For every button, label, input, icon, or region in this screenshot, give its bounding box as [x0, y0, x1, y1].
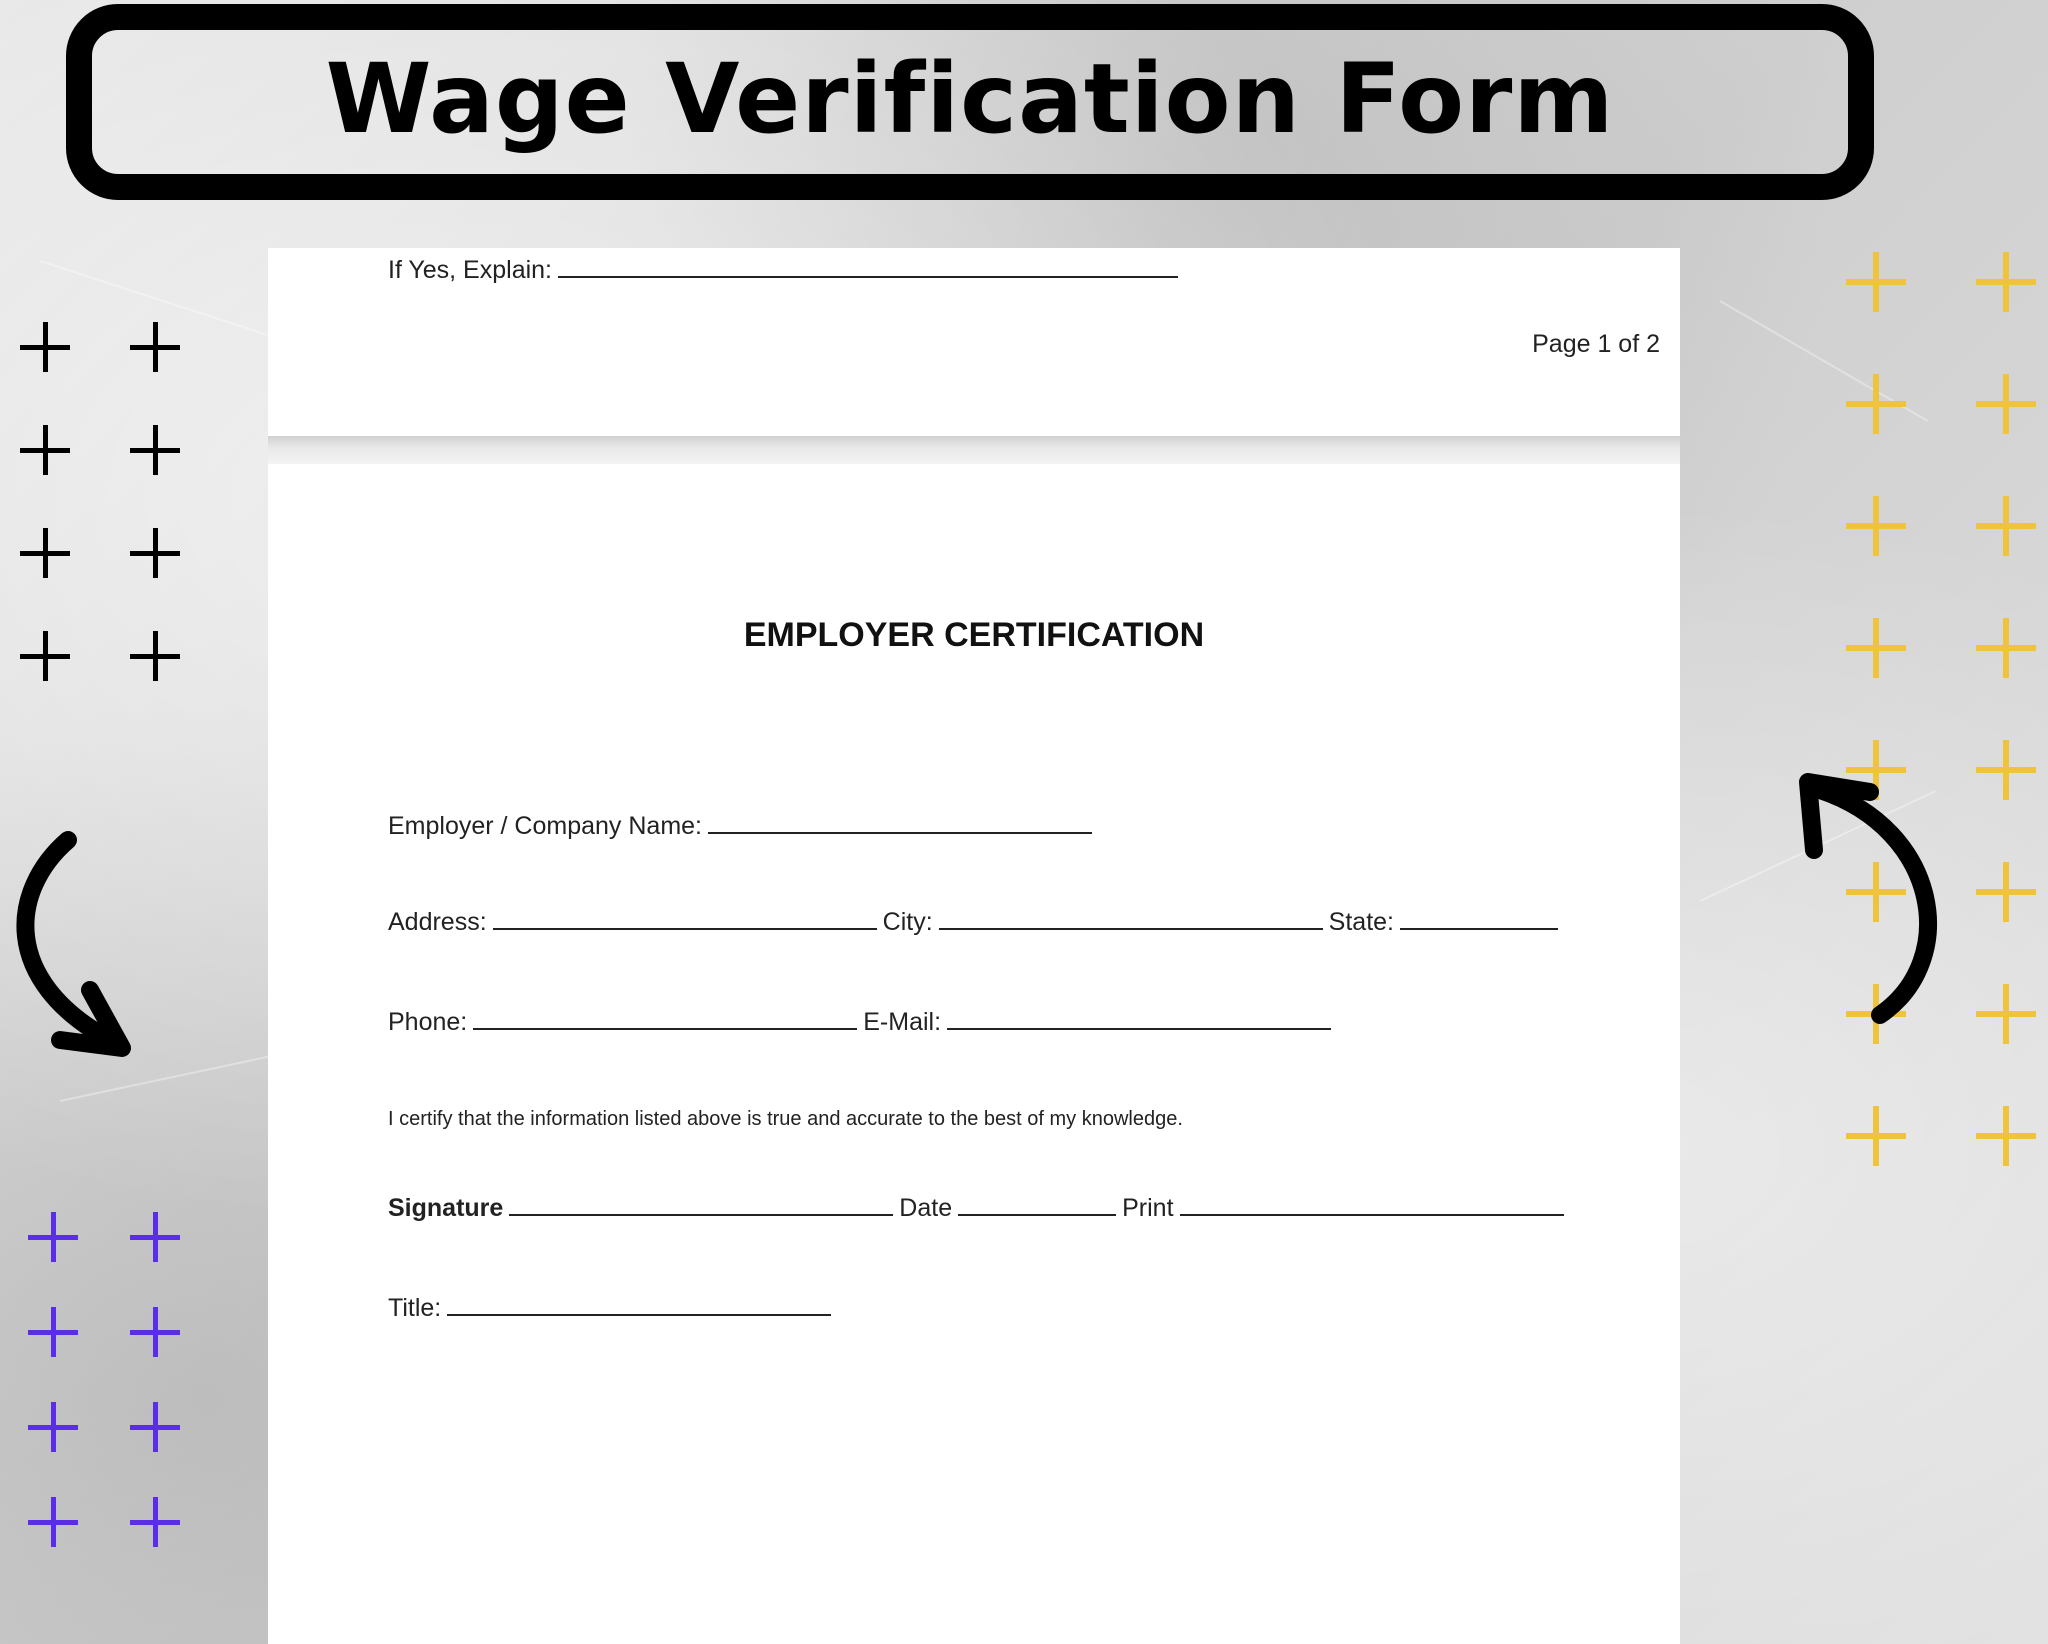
signature-line	[509, 1192, 893, 1216]
date-line	[958, 1192, 1116, 1216]
employer-line	[708, 810, 1092, 834]
plus-icon	[130, 322, 180, 372]
plus-icon	[1846, 618, 1906, 678]
page-break	[268, 436, 1680, 464]
title-line	[447, 1292, 831, 1316]
plus-icon	[1976, 984, 2036, 1044]
plus-icon	[1976, 374, 2036, 434]
plus-icon	[130, 1212, 180, 1262]
address-row	[388, 906, 1564, 937]
state-label: State:	[1328, 908, 1394, 936]
title-banner	[66, 4, 1874, 200]
signature-label: Signature	[388, 1194, 504, 1222]
plus-icon	[130, 631, 180, 681]
title-row	[388, 1292, 837, 1323]
plus-icon	[28, 1402, 78, 1452]
certify-text: I certify that the information listed above is true and accurate to the best of my knowledge.	[388, 1108, 1183, 1130]
date-label: Date	[899, 1194, 953, 1222]
plus-icon	[28, 1497, 78, 1547]
plus-icon	[1846, 1106, 1906, 1166]
plus-icon	[1846, 496, 1906, 556]
plus-icon	[130, 1497, 180, 1547]
plus-icon	[20, 528, 70, 578]
plus-icon	[20, 631, 70, 681]
plus-icon	[28, 1307, 78, 1357]
plus-icon	[130, 528, 180, 578]
plus-icon	[130, 425, 180, 475]
email-label: E-Mail:	[863, 1008, 942, 1036]
state-line	[1400, 906, 1558, 930]
email-line	[947, 1006, 1331, 1030]
plus-icon	[1976, 496, 2036, 556]
plus-icon	[20, 322, 70, 372]
certification-heading: EMPLOYER CERTIFICATION	[743, 616, 1205, 654]
phone-row	[388, 1006, 1337, 1037]
document-preview	[268, 248, 1680, 1644]
city-line	[939, 906, 1323, 930]
plus-icon	[1846, 374, 1906, 434]
plus-icon	[1976, 1106, 2036, 1166]
print-label: Print	[1122, 1194, 1174, 1222]
if-yes-label: If Yes, Explain:	[388, 256, 553, 284]
if-yes-line	[558, 254, 1178, 278]
employer-label: Employer / Company Name:	[388, 812, 703, 840]
plus-icon	[1976, 618, 2036, 678]
page-number: Page 1 of 2	[1532, 330, 1660, 358]
plus-icon	[1976, 862, 2036, 922]
plus-icon	[1846, 252, 1906, 312]
plus-icon	[1976, 740, 2036, 800]
address-line	[493, 906, 877, 930]
phone-line	[473, 1006, 857, 1030]
plus-icon	[1976, 252, 2036, 312]
plus-icon	[130, 1307, 180, 1357]
title-label: Title:	[388, 1294, 442, 1322]
plus-icon	[28, 1212, 78, 1262]
plus-icon	[130, 1402, 180, 1452]
page-title: Wage Verification Form	[325, 43, 1615, 155]
employer-row	[388, 810, 1098, 841]
plus-icon	[20, 425, 70, 475]
if-yes-row	[388, 254, 1184, 285]
print-line	[1180, 1192, 1564, 1216]
curved-arrow-icon	[0, 830, 140, 1060]
texture-wrinkle	[60, 1054, 276, 1102]
city-label: City:	[882, 908, 933, 936]
phone-label: Phone:	[388, 1008, 468, 1036]
address-label: Address:	[388, 908, 487, 936]
curved-arrow-icon	[1790, 760, 1970, 1030]
signature-row	[388, 1192, 1570, 1223]
